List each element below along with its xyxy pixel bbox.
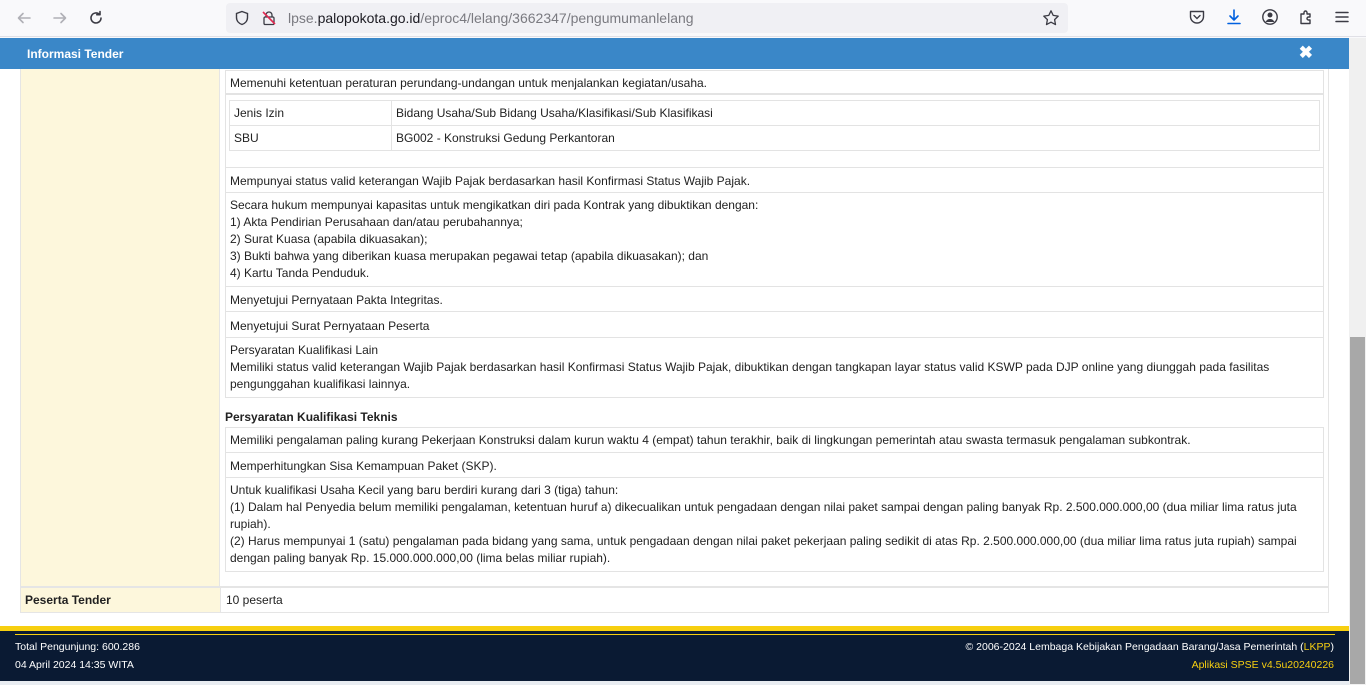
browser-toolbar: [0, 0, 1366, 37]
bookmark-star-icon[interactable]: [1042, 9, 1060, 27]
kapasitas-line: 1) Akta Pendirian Perusahaan dan/atau perubahannya;: [230, 215, 523, 229]
usaha-kecil-line: (2) Harus mempunyai 1 (satu) pengalaman pada bidang yang sama, untuk pengadaan dengan nilai paket pekerjaan paling sedikit di atas Rp. 2.500.000.000,00 (dua miliar lima ratus juta rupiah) sampai dengan paling banyak Rp. 15.000.000.000,00 (lima belas miliar rupiah).: [230, 534, 1297, 565]
close-icon[interactable]: ✖: [1298, 43, 1313, 62]
page-scrollbar[interactable]: [1349, 38, 1366, 685]
legal-requirement-cell: [225, 70, 1324, 94]
kapasitas-cell: [225, 192, 1324, 287]
page-content: [0, 38, 1349, 685]
usaha-kecil-line: Untuk kualifikasi Usaha Kecil yang baru berdiri kurang dari 3 (tiga) tahun:: [230, 483, 619, 497]
pocket-icon[interactable]: [1188, 8, 1206, 26]
menu-icon[interactable]: [1333, 8, 1351, 26]
value-column: [220, 69, 1329, 587]
kapasitas-line: 2) Surat Kuasa (apabila dikuasakan);: [230, 232, 428, 246]
url-text[interactable]: lpse.palopokota.go.id/eproc4/lelang/3662347/pengumumanlelang: [288, 10, 694, 26]
table-row: [230, 126, 1320, 151]
surat-pernyataan-text: Menyetujui Surat Pernyataan Peserta: [230, 319, 430, 333]
label-column: [20, 69, 220, 587]
legal-requirement-text: Memenuhi ketentuan peraturan perundang-undangan untuk menjalankan kegiatan/usaha.: [230, 76, 708, 90]
peserta-value: 10 peserta: [226, 593, 283, 607]
teknis-pengalaman-text: Memiliki pengalaman paling kurang Pekerjaan Konstruksi dalam kurun waktu 4 (empat) tahun terakhir, baik di lingkungan pemerintah atau swasta termasuk pengalaman subkontrak.: [230, 433, 1191, 447]
pakta-text: Menyetujui Pernyataan Pakta Integritas.: [230, 293, 443, 307]
copyright-end: ): [1330, 641, 1334, 653]
peserta-label: Peserta Tender: [21, 588, 221, 612]
account-icon[interactable]: [1261, 8, 1279, 26]
modal-title: Informasi Tender: [27, 47, 124, 61]
reload-icon[interactable]: [84, 7, 108, 29]
surat-pernyataan-cell: [225, 311, 1324, 338]
back-arrow-icon[interactable]: [12, 7, 36, 29]
app-version: Aplikasi SPSE v4.5u20240226: [1191, 659, 1334, 671]
usaha-kecil-line: (1) Dalam hal Penyedia belum memiliki pengalaman, ketentuan huruf a) dikecualikan untuk pengadaan dengan nilai paket sampai dengan paling banyak Rp. 2.500.000.000,00 (dua miliar lima ratus juta rupiah).: [230, 500, 1297, 531]
kapasitas-line: 3) Bukti bahwa yang diberikan kuasa merupakan pegawai tetap (apabila dikuasakan); dan: [230, 249, 709, 263]
pakta-cell: [225, 286, 1324, 312]
lkpp-link[interactable]: LKPP: [1303, 641, 1331, 653]
modal-header: [0, 38, 1349, 69]
usaha-kecil-cell: [225, 477, 1324, 572]
table-header-cell: Bidang Usaha/Sub Bidang Usaha/Klasifikasi/Sub Klasifikasi: [392, 101, 1320, 126]
footer-divider: [15, 634, 1335, 635]
kualifikasi-lain-cell: [225, 337, 1324, 398]
bottom-strip: [0, 681, 1349, 685]
insecure-lock-icon[interactable]: [261, 10, 277, 26]
shield-icon[interactable]: [234, 10, 250, 26]
pajak-text: Mempunyai status valid keterangan Wajib Pajak berdasarkan hasil Konfirmasi Status Wajib Pajak.: [230, 174, 751, 188]
pajak-cell: [225, 167, 1324, 193]
scrollbar-thumb[interactable]: [1350, 337, 1365, 684]
teknis-skp-cell: [225, 452, 1324, 478]
visitor-count: Total Pengunjung: 600.286: [15, 641, 140, 653]
izin-table: [229, 100, 1320, 151]
copyright: [966, 641, 1335, 653]
table-cell: BG002 - Konstruksi Gedung Perkantoran: [392, 126, 1320, 151]
download-icon[interactable]: [1225, 8, 1243, 26]
table-header-cell: Jenis Izin: [230, 101, 392, 126]
peserta-row: [20, 587, 1329, 613]
teknis-pengalaman-cell: [225, 427, 1324, 453]
copyright-text: © 2006-2024 Lembaga Kebijakan Pengadaan Barang/Jasa Pemerintah (: [965, 641, 1304, 653]
table-cell: SBU: [230, 126, 392, 151]
kapasitas-line: 4) Kartu Tanda Penduduk.: [230, 266, 370, 280]
address-bar[interactable]: [226, 3, 1068, 33]
kualifikasi-lain-title: Persyaratan Kualifikasi Lain: [230, 343, 379, 357]
extensions-icon[interactable]: [1297, 8, 1315, 26]
kualifikasi-lain-text: Memiliki status valid keterangan Wajib Pajak berdasarkan hasil Konfirmasi Status Wajib Pajak, dibuktikan dengan tangkapan layar status valid KSWP pada DJP online yang diunggah pada fasilitas pengunggahan kualifikasi lainnya.: [230, 360, 1270, 391]
kapasitas-line: Secara hukum mempunyai kapasitas untuk mengikatkan diri pada Kontrak yang dibuktikan dengan:: [230, 198, 759, 212]
teknis-skp-text: Memperhitungkan Sisa Kemampuan Paket (SKP).: [230, 459, 497, 473]
table-header-row: [230, 101, 1320, 126]
forward-arrow-icon[interactable]: [48, 7, 72, 29]
footer: [0, 626, 1349, 685]
teknis-heading: Persyaratan Kualifikasi Teknis: [225, 410, 398, 424]
footer-datetime: 04 April 2024 14:35 WITA: [15, 659, 134, 671]
